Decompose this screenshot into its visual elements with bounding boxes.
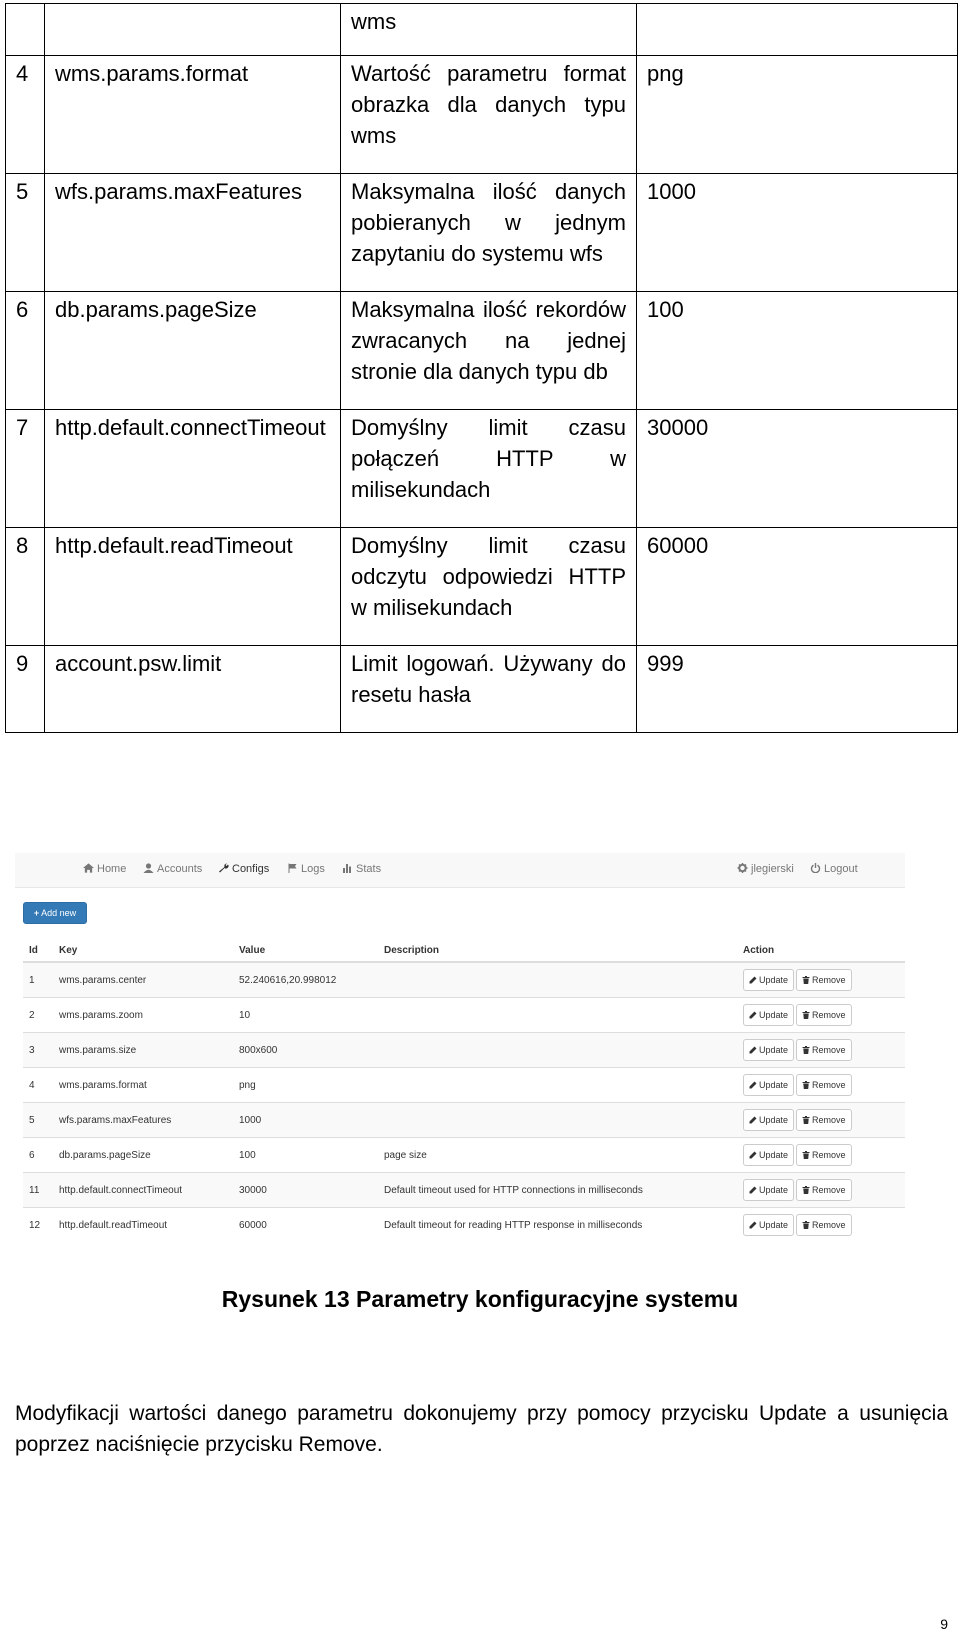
- remove-button[interactable]: [796, 1179, 852, 1201]
- description-cell: Maksymalna ilość rekordów zwracanych na jednej stronie dla danych typu db: [341, 292, 637, 410]
- grid-id-cell: 1: [23, 962, 53, 998]
- grid-value-cell: png: [233, 1068, 378, 1103]
- description-cell: wms: [341, 4, 637, 56]
- update-label: Update: [759, 1150, 789, 1160]
- key-cell: [45, 4, 341, 56]
- update-button[interactable]: [743, 1214, 794, 1236]
- description-cell: Domyślny limit czasu połączeń HTTP w milisekundach: [341, 410, 637, 528]
- grid-row: [23, 998, 905, 1033]
- page-number: 9: [940, 1616, 948, 1632]
- trash-icon: [802, 1186, 810, 1194]
- update-label: Update: [759, 1080, 789, 1090]
- trash-icon: [802, 1081, 810, 1089]
- remove-label: Remove: [812, 1010, 846, 1020]
- grid-action-cell: [737, 1068, 905, 1103]
- grid-key-cell: wms.params.zoom: [53, 998, 233, 1033]
- grid-key-cell: wms.params.size: [53, 1033, 233, 1068]
- nav-logs-label: Logs: [301, 863, 325, 875]
- update-label: Update: [759, 975, 789, 985]
- nav-stats-label: Stats: [356, 863, 382, 875]
- nav-stats[interactable]: [342, 863, 381, 875]
- body-paragraph: Modyfikacji wartości danego parametru dokonujemy przy pomocy przycisku Update a usunięcia poprzez naciśnięcie przycisku Remove.: [15, 1402, 948, 1456]
- row-number-cell: [6, 4, 45, 56]
- nav-accounts-label: Accounts: [157, 863, 203, 875]
- pencil-icon: [749, 1151, 757, 1159]
- grid-id-cell: 2: [23, 998, 53, 1033]
- grid-description-cell: [378, 1103, 737, 1138]
- grid-header-row: [23, 939, 905, 962]
- header-action: Action: [737, 939, 905, 962]
- update-button[interactable]: [743, 1039, 794, 1061]
- remove-button[interactable]: [796, 1144, 852, 1166]
- remove-label: Remove: [812, 1080, 846, 1090]
- table-row: [6, 174, 958, 292]
- value-cell: 999: [637, 646, 958, 733]
- value-cell: png: [637, 56, 958, 174]
- table-row: [6, 646, 958, 733]
- update-button[interactable]: [743, 1144, 794, 1166]
- pencil-icon: [749, 1116, 757, 1124]
- figure-caption: Rysunek 13 Parametry konfiguracyjne systemu: [221, 1286, 739, 1312]
- grid-row: [23, 1033, 905, 1068]
- header-key: Key: [53, 939, 233, 962]
- value-cell: [637, 4, 958, 56]
- grid-description-cell: [378, 962, 737, 998]
- flag-icon: [287, 863, 298, 873]
- remove-label: Remove: [812, 1185, 846, 1195]
- header-value: Value: [233, 939, 378, 962]
- update-label: Update: [759, 1185, 789, 1195]
- grid-row: [23, 1068, 905, 1103]
- header-id: Id: [23, 939, 53, 962]
- update-label: Update: [759, 1115, 789, 1125]
- value-cell: 100: [637, 292, 958, 410]
- pencil-icon: [749, 976, 757, 984]
- grid-value-cell: 1000: [233, 1103, 378, 1138]
- nav-home-label: Home: [97, 863, 127, 875]
- table-row: [6, 292, 958, 410]
- nav-logout-label: Logout: [824, 863, 858, 875]
- remove-button[interactable]: [796, 1074, 852, 1096]
- pencil-icon: [749, 1081, 757, 1089]
- navbar: [15, 853, 905, 888]
- grid-value-cell: 800x600: [233, 1033, 378, 1068]
- grid-id-cell: 11: [23, 1173, 53, 1208]
- configs-screenshot: [15, 853, 905, 1241]
- remove-button[interactable]: [796, 1109, 852, 1131]
- grid-id-cell: 6: [23, 1138, 53, 1173]
- remove-button[interactable]: [796, 1004, 852, 1026]
- grid-row: [23, 1173, 905, 1208]
- nav-logs[interactable]: [287, 863, 325, 875]
- pencil-icon: [749, 1011, 757, 1019]
- power-icon: [810, 863, 821, 873]
- grid-description-cell: Default timeout used for HTTP connections in milliseconds: [378, 1173, 737, 1208]
- update-button[interactable]: [743, 1004, 794, 1026]
- gear-icon: [737, 863, 748, 873]
- grid-description-cell: page size: [378, 1138, 737, 1173]
- trash-icon: [802, 1046, 810, 1054]
- update-label: Update: [759, 1220, 789, 1230]
- grid-key-cell: http.default.connectTimeout: [53, 1173, 233, 1208]
- grid-action-cell: [737, 1208, 905, 1243]
- grid-value-cell: 100: [233, 1138, 378, 1173]
- remove-button[interactable]: [796, 1039, 852, 1061]
- grid-description-cell: [378, 1068, 737, 1103]
- nav-configs[interactable]: [218, 863, 269, 875]
- update-button[interactable]: [743, 969, 794, 991]
- remove-label: Remove: [812, 1220, 846, 1230]
- key-cell: wfs.params.maxFeatures: [45, 174, 341, 292]
- user-icon: [143, 863, 154, 873]
- bar-chart-icon: [342, 863, 353, 873]
- description-cell: Wartość parametru format obrazka dla danych typu wms: [341, 56, 637, 174]
- grid-row: [23, 1138, 905, 1173]
- grid-key-cell: wms.params.format: [53, 1068, 233, 1103]
- grid-key-cell: wms.params.center: [53, 962, 233, 998]
- pencil-icon: [749, 1046, 757, 1054]
- update-button[interactable]: [743, 1109, 794, 1131]
- table-row: [6, 56, 958, 174]
- grid-value-cell: 52.240616,20.998012: [233, 962, 378, 998]
- trash-icon: [802, 1221, 810, 1229]
- grid-description-cell: Default timeout for reading HTTP response in milliseconds: [378, 1208, 737, 1243]
- add-new-label: Add new: [41, 908, 77, 918]
- nav-user-label: jlegierski: [751, 863, 794, 875]
- update-button[interactable]: [743, 1074, 794, 1096]
- key-cell: wms.params.format: [45, 56, 341, 174]
- home-icon: [83, 863, 94, 873]
- description-cell: Maksymalna ilość danych pobieranych w jednym zapytaniu do systemu wfs: [341, 174, 637, 292]
- grid-key-cell: db.params.pageSize: [53, 1138, 233, 1173]
- grid-row: [23, 962, 905, 998]
- table-row: [6, 528, 958, 646]
- grid-value-cell: 10: [233, 998, 378, 1033]
- plus-icon: +: [33, 908, 40, 918]
- key-cell: db.params.pageSize: [45, 292, 341, 410]
- row-number-cell: 9: [6, 646, 45, 733]
- update-label: Update: [759, 1045, 789, 1055]
- remove-label: Remove: [812, 1150, 846, 1160]
- grid-description-cell: [378, 998, 737, 1033]
- key-cell: http.default.connectTimeout: [45, 410, 341, 528]
- nav-accounts[interactable]: [143, 863, 202, 875]
- pencil-icon: [749, 1186, 757, 1194]
- remove-button[interactable]: [796, 1214, 852, 1236]
- grid-value-cell: 30000: [233, 1173, 378, 1208]
- table-row: [6, 4, 958, 56]
- header-description: Description: [378, 939, 737, 962]
- nav-logout[interactable]: [810, 863, 858, 875]
- row-number-cell: 5: [6, 174, 45, 292]
- value-cell: 30000: [637, 410, 958, 528]
- grid-action-cell: [737, 1033, 905, 1068]
- grid-action-cell: [737, 1173, 905, 1208]
- grid-description-cell: [378, 1033, 737, 1068]
- remove-label: Remove: [812, 1045, 846, 1055]
- grid-action-cell: [737, 998, 905, 1033]
- update-button[interactable]: [743, 1179, 794, 1201]
- trash-icon: [802, 1011, 810, 1019]
- row-number-cell: 7: [6, 410, 45, 528]
- description-cell: Limit logowań. Używany do resetu hasła: [341, 646, 637, 733]
- configs-grid: [23, 939, 905, 1242]
- config-parameters-table: [5, 3, 958, 733]
- grid-id-cell: 4: [23, 1068, 53, 1103]
- trash-icon: [802, 1116, 810, 1124]
- description-cell: Domyślny limit czasu odczytu odpowiedzi HTTP w milisekundach: [341, 528, 637, 646]
- key-cell: http.default.readTimeout: [45, 528, 341, 646]
- update-label: Update: [759, 1010, 789, 1020]
- add-new-button[interactable]: [23, 902, 87, 924]
- grid-action-cell: [737, 962, 905, 998]
- remove-button[interactable]: [796, 969, 852, 991]
- value-cell: 60000: [637, 528, 958, 646]
- grid-id-cell: 3: [23, 1033, 53, 1068]
- grid-action-cell: [737, 1103, 905, 1138]
- remove-label: Remove: [812, 1115, 846, 1125]
- key-cell: account.psw.limit: [45, 646, 341, 733]
- grid-value-cell: 60000: [233, 1208, 378, 1243]
- grid-row: [23, 1208, 905, 1243]
- grid-row: [23, 1103, 905, 1138]
- value-cell: 1000: [637, 174, 958, 292]
- pencil-icon: [749, 1221, 757, 1229]
- nav-home[interactable]: [83, 863, 126, 875]
- table-row: [6, 410, 958, 528]
- grid-id-cell: 12: [23, 1208, 53, 1243]
- grid-id-cell: 5: [23, 1103, 53, 1138]
- nav-user[interactable]: [737, 863, 794, 875]
- wrench-icon: [218, 863, 229, 873]
- grid-key-cell: wfs.params.maxFeatures: [53, 1103, 233, 1138]
- grid-key-cell: http.default.readTimeout: [53, 1208, 233, 1243]
- row-number-cell: 4: [6, 56, 45, 174]
- trash-icon: [802, 976, 810, 984]
- remove-label: Remove: [812, 975, 846, 985]
- nav-configs-label: Configs: [232, 863, 270, 875]
- row-number-cell: 6: [6, 292, 45, 410]
- grid-action-cell: [737, 1138, 905, 1173]
- trash-icon: [802, 1151, 810, 1159]
- row-number-cell: 8: [6, 528, 45, 646]
